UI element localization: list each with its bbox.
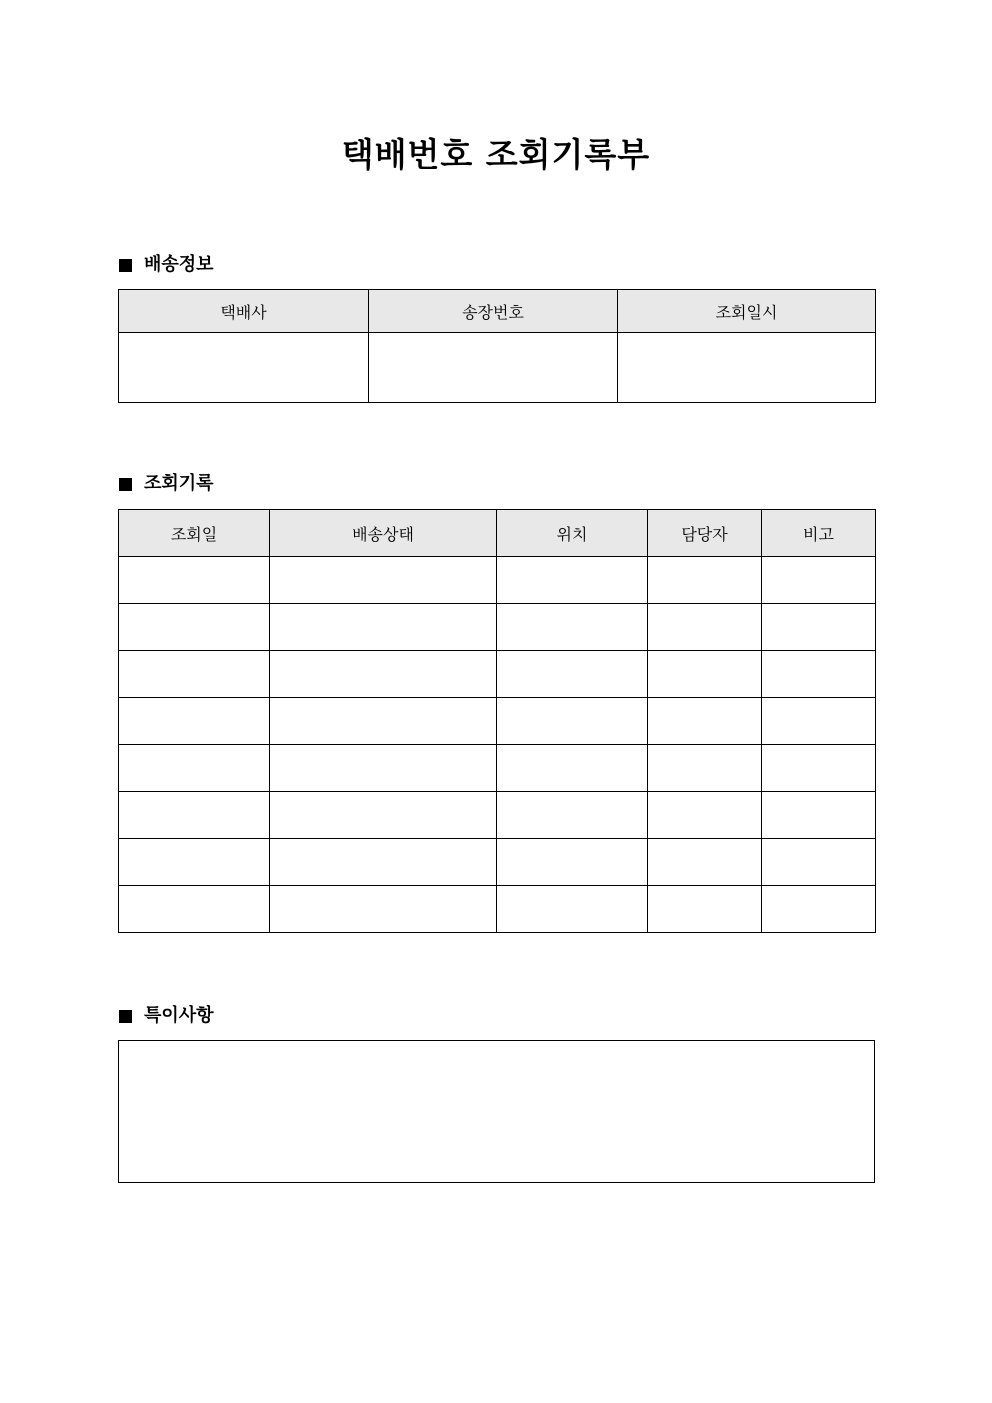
column-header-invoice-number: 송장번호 [369,290,618,333]
location-cell[interactable] [497,745,648,792]
lookup-date-cell[interactable] [119,886,270,933]
column-header-delivery-status: 배송상태 [270,510,497,557]
delivery-status-cell[interactable] [270,651,497,698]
location-cell[interactable] [497,698,648,745]
lookup-date-cell[interactable] [119,604,270,651]
table-row [119,745,876,792]
special-notes-heading-label: 특이사항 [144,1005,214,1026]
delivery-status-cell[interactable] [270,557,497,604]
column-header-person-in-charge: 담당자 [648,510,762,557]
column-header-lookup-date: 조회일 [119,510,270,557]
table-row [119,886,876,933]
remarks-cell[interactable] [762,839,876,886]
special-notes-heading [119,1004,214,1028]
person-in-charge-cell[interactable] [648,557,762,604]
remarks-cell[interactable] [762,792,876,839]
delivery-status-cell[interactable] [270,839,497,886]
person-in-charge-cell[interactable] [648,792,762,839]
column-header-location: 위치 [497,510,648,557]
square-bullet-icon [119,1010,132,1023]
delivery-status-cell[interactable] [270,886,497,933]
location-cell[interactable] [497,792,648,839]
person-in-charge-cell[interactable] [648,839,762,886]
lookup-datetime-cell[interactable] [618,333,876,403]
location-cell[interactable] [497,886,648,933]
person-in-charge-cell[interactable] [648,604,762,651]
person-in-charge-cell[interactable] [648,698,762,745]
column-header-remarks: 비고 [762,510,876,557]
table-row [119,557,876,604]
table-row [119,792,876,839]
lookup-date-cell[interactable] [119,698,270,745]
lookup-date-cell[interactable] [119,557,270,604]
lookup-records-heading-label: 조회기록 [144,473,214,494]
location-cell[interactable] [497,651,648,698]
lookup-records-table [118,509,876,933]
square-bullet-icon [119,259,132,272]
table-row [119,839,876,886]
delivery-status-cell[interactable] [270,698,497,745]
remarks-cell[interactable] [762,651,876,698]
table-row [119,604,876,651]
person-in-charge-cell[interactable] [648,886,762,933]
delivery-status-cell[interactable] [270,604,497,651]
table-row [119,333,876,403]
table-header-row [119,510,876,557]
remarks-cell[interactable] [762,604,876,651]
lookup-date-cell[interactable] [119,745,270,792]
invoice-number-cell[interactable] [369,333,618,403]
table-header-row [119,290,876,333]
delivery-status-cell[interactable] [270,792,497,839]
lookup-date-cell[interactable] [119,651,270,698]
location-cell[interactable] [497,604,648,651]
column-header-lookup-datetime: 조회일시 [618,290,876,333]
lookup-records-heading [119,472,214,496]
document-title: 택배번호 조회기록부 [341,135,651,174]
table-row [119,651,876,698]
shipping-info-table [118,289,876,403]
person-in-charge-cell[interactable] [648,651,762,698]
shipping-info-heading [119,253,214,277]
square-bullet-icon [119,478,132,491]
column-header-courier: 택배사 [119,290,369,333]
lookup-date-cell[interactable] [119,839,270,886]
lookup-date-cell[interactable] [119,792,270,839]
table-row [119,698,876,745]
location-cell[interactable] [497,557,648,604]
remarks-cell[interactable] [762,698,876,745]
delivery-status-cell[interactable] [270,745,497,792]
shipping-info-heading-label: 배송정보 [144,254,214,275]
special-notes-box[interactable] [118,1040,875,1183]
courier-cell[interactable] [119,333,369,403]
remarks-cell[interactable] [762,745,876,792]
location-cell[interactable] [497,839,648,886]
remarks-cell[interactable] [762,886,876,933]
remarks-cell[interactable] [762,557,876,604]
person-in-charge-cell[interactable] [648,745,762,792]
